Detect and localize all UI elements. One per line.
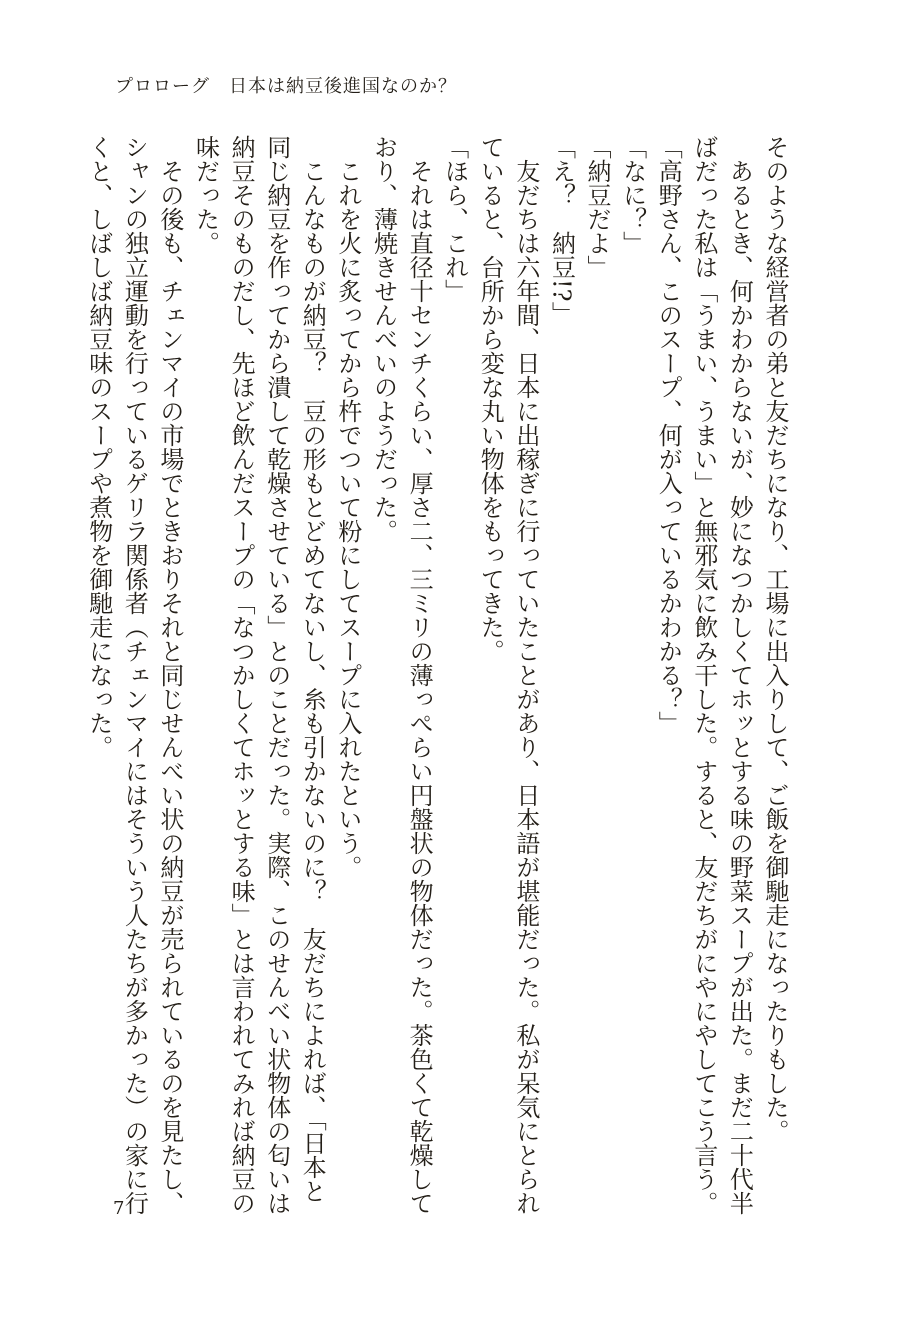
text-line-16: 納豆そのものだし、先ほど飲んだスープの「なつかしくてホッとする味」とは言われてみれば納豆の	[227, 135, 256, 1215]
text-line-11: それは直径十センチくらい、厚さ二、三ミリの薄っぺらい円盤状の物体だった。茶色くて乾燥して	[405, 135, 434, 1215]
text-line-17: 味だった。	[191, 135, 220, 255]
text-line-7: 「え？ 納豆!?」	[547, 135, 576, 326]
text-line-1: そのような経営者の弟と友だちになり、工場に出入りして、ご飯を御馳走になったりもした。	[761, 135, 789, 1143]
text-line-8: 友だちは六年間、日本に出稼ぎに行っていたことがあり、日本語が堪能だった。私が呆気にとられ	[511, 135, 540, 1215]
text-line-2: あるとき、何かわからないが、妙になつかしくてホッとする味の野菜スープが出た。まだ二十代半	[725, 135, 754, 1215]
text-line-15: 同じ納豆を作ってから潰して乾燥させている」とのことだった。実際、このせんべい状物体の匂いは	[262, 135, 291, 1215]
text-line-6: 「納豆だよ」	[583, 135, 612, 279]
text-line-9: ていると、台所から変な丸い物体をもってきた。	[476, 135, 505, 663]
body-text	[84, 135, 792, 1215]
running-head-title: プロローグ 日本は納豆後進国なのか？	[115, 76, 457, 97]
text-line-13: これを火に炙ってから杵でついて粉にしてスープに入れたという。	[333, 135, 362, 879]
text-line-20: くと、しばしば納豆味のスープや煮物を御馳走になった。	[84, 135, 113, 759]
text-line-18: その後も、チェンマイの市場でときおりそれと同じせんべい状の納豆が売られているのを見たし、	[155, 135, 184, 1215]
text-line-10: 「ほら、これ」	[440, 135, 469, 303]
text-line-3: ばだった私は「うまい、うまい」と無邪気に飲み干した。すると、友だちがにやにやしてこう言う。	[689, 135, 718, 1215]
page-number: 7	[113, 1198, 125, 1219]
text-line-14: こんなものが納豆？ 豆の形もとどめてないし、糸も引かないのに？ 友だちによれば、「日本と	[298, 135, 327, 1203]
text-line-5: 「なに？」	[618, 135, 647, 255]
text-line-12: おり、薄焼きせんべいのようだった。	[369, 135, 398, 543]
text-line-19: シャンの独立運動を行っているゲリラ関係者（チェンマイにはそういう人たちが多かった）の家に行	[120, 135, 149, 1215]
text-line-4: 「高野さん、このスープ、何が入っているかわかる？」	[654, 135, 683, 735]
